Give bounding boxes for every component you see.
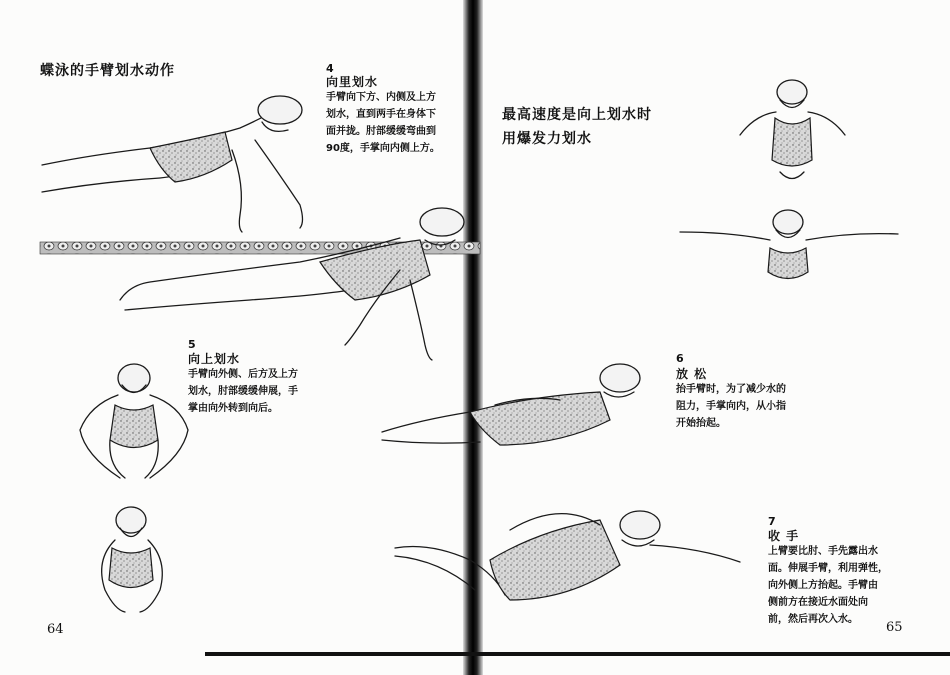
step-4-number: 4 — [326, 62, 334, 75]
step-4-subtitle: 向里划水 — [326, 75, 379, 89]
step-6-subtitle: 放 松 — [676, 367, 708, 381]
swimmer-figure-4a — [42, 96, 303, 232]
right-page-headline-line-1: 最高速度是向上划水时 — [502, 107, 652, 123]
step-5-description — [188, 366, 298, 417]
step-7-subtitle: 收 手 — [768, 529, 800, 543]
step-4-line: 手臂向下方、内侧及上方 — [326, 92, 436, 103]
step-5-line: 掌由向外转到向后。 — [188, 403, 278, 414]
swimmer-figure-5a — [80, 364, 188, 478]
step-4-line: 90度，手掌向内侧上方。 — [326, 143, 440, 154]
step-7-description — [768, 543, 888, 628]
swimmer-front-arms-out — [680, 210, 898, 279]
swimmer-figure-5b — [102, 507, 163, 612]
swimmer-front-top — [740, 80, 845, 179]
step-4-line: 面并拢。肘部缓缓弯曲到 — [326, 126, 436, 137]
swimmer-figure-6 — [382, 364, 640, 445]
step-6-line: 抬手臂时，为了减少水的 — [676, 384, 786, 395]
swimmer-figure-7 — [395, 511, 740, 600]
step-6-line: 开始抬起。 — [676, 418, 726, 429]
step-5-subtitle: 向上划水 — [188, 352, 241, 366]
step-5-number: 5 — [188, 338, 196, 351]
step-7-line: 向外侧上方抬起。手臂由 — [768, 580, 878, 591]
right-page-headline-line-2: 用爆发力划水 — [502, 131, 592, 147]
step-5-line: 手臂向外侧、后方及上方 — [188, 369, 298, 380]
step-7-line: 面。伸展手臂，利用弹性， — [768, 563, 888, 574]
step-7-number: 7 — [768, 515, 776, 528]
swimmer-figure-4b — [120, 208, 464, 360]
step-4-description — [326, 89, 440, 157]
left-page-title: 蝶泳的手臂划水动作 — [40, 63, 175, 79]
step-7-line: 前，然后再次入水。 — [768, 614, 858, 625]
step-6-number: 6 — [676, 352, 684, 365]
left-page-number: 64 — [47, 622, 64, 637]
right-page-number: 65 — [886, 620, 903, 635]
step-6-line: 阻力，手掌向内，从小指 — [676, 401, 786, 412]
step-4-line: 划水，直到两手在身体下 — [326, 109, 436, 120]
step-7-line: 上臂要比肘、手先露出水 — [768, 546, 878, 557]
step-5-line: 划水，肘部缓缓伸展，手 — [188, 386, 298, 397]
step-6-description — [676, 381, 786, 432]
step-7-line: 侧前方在接近水面处向 — [768, 597, 868, 608]
